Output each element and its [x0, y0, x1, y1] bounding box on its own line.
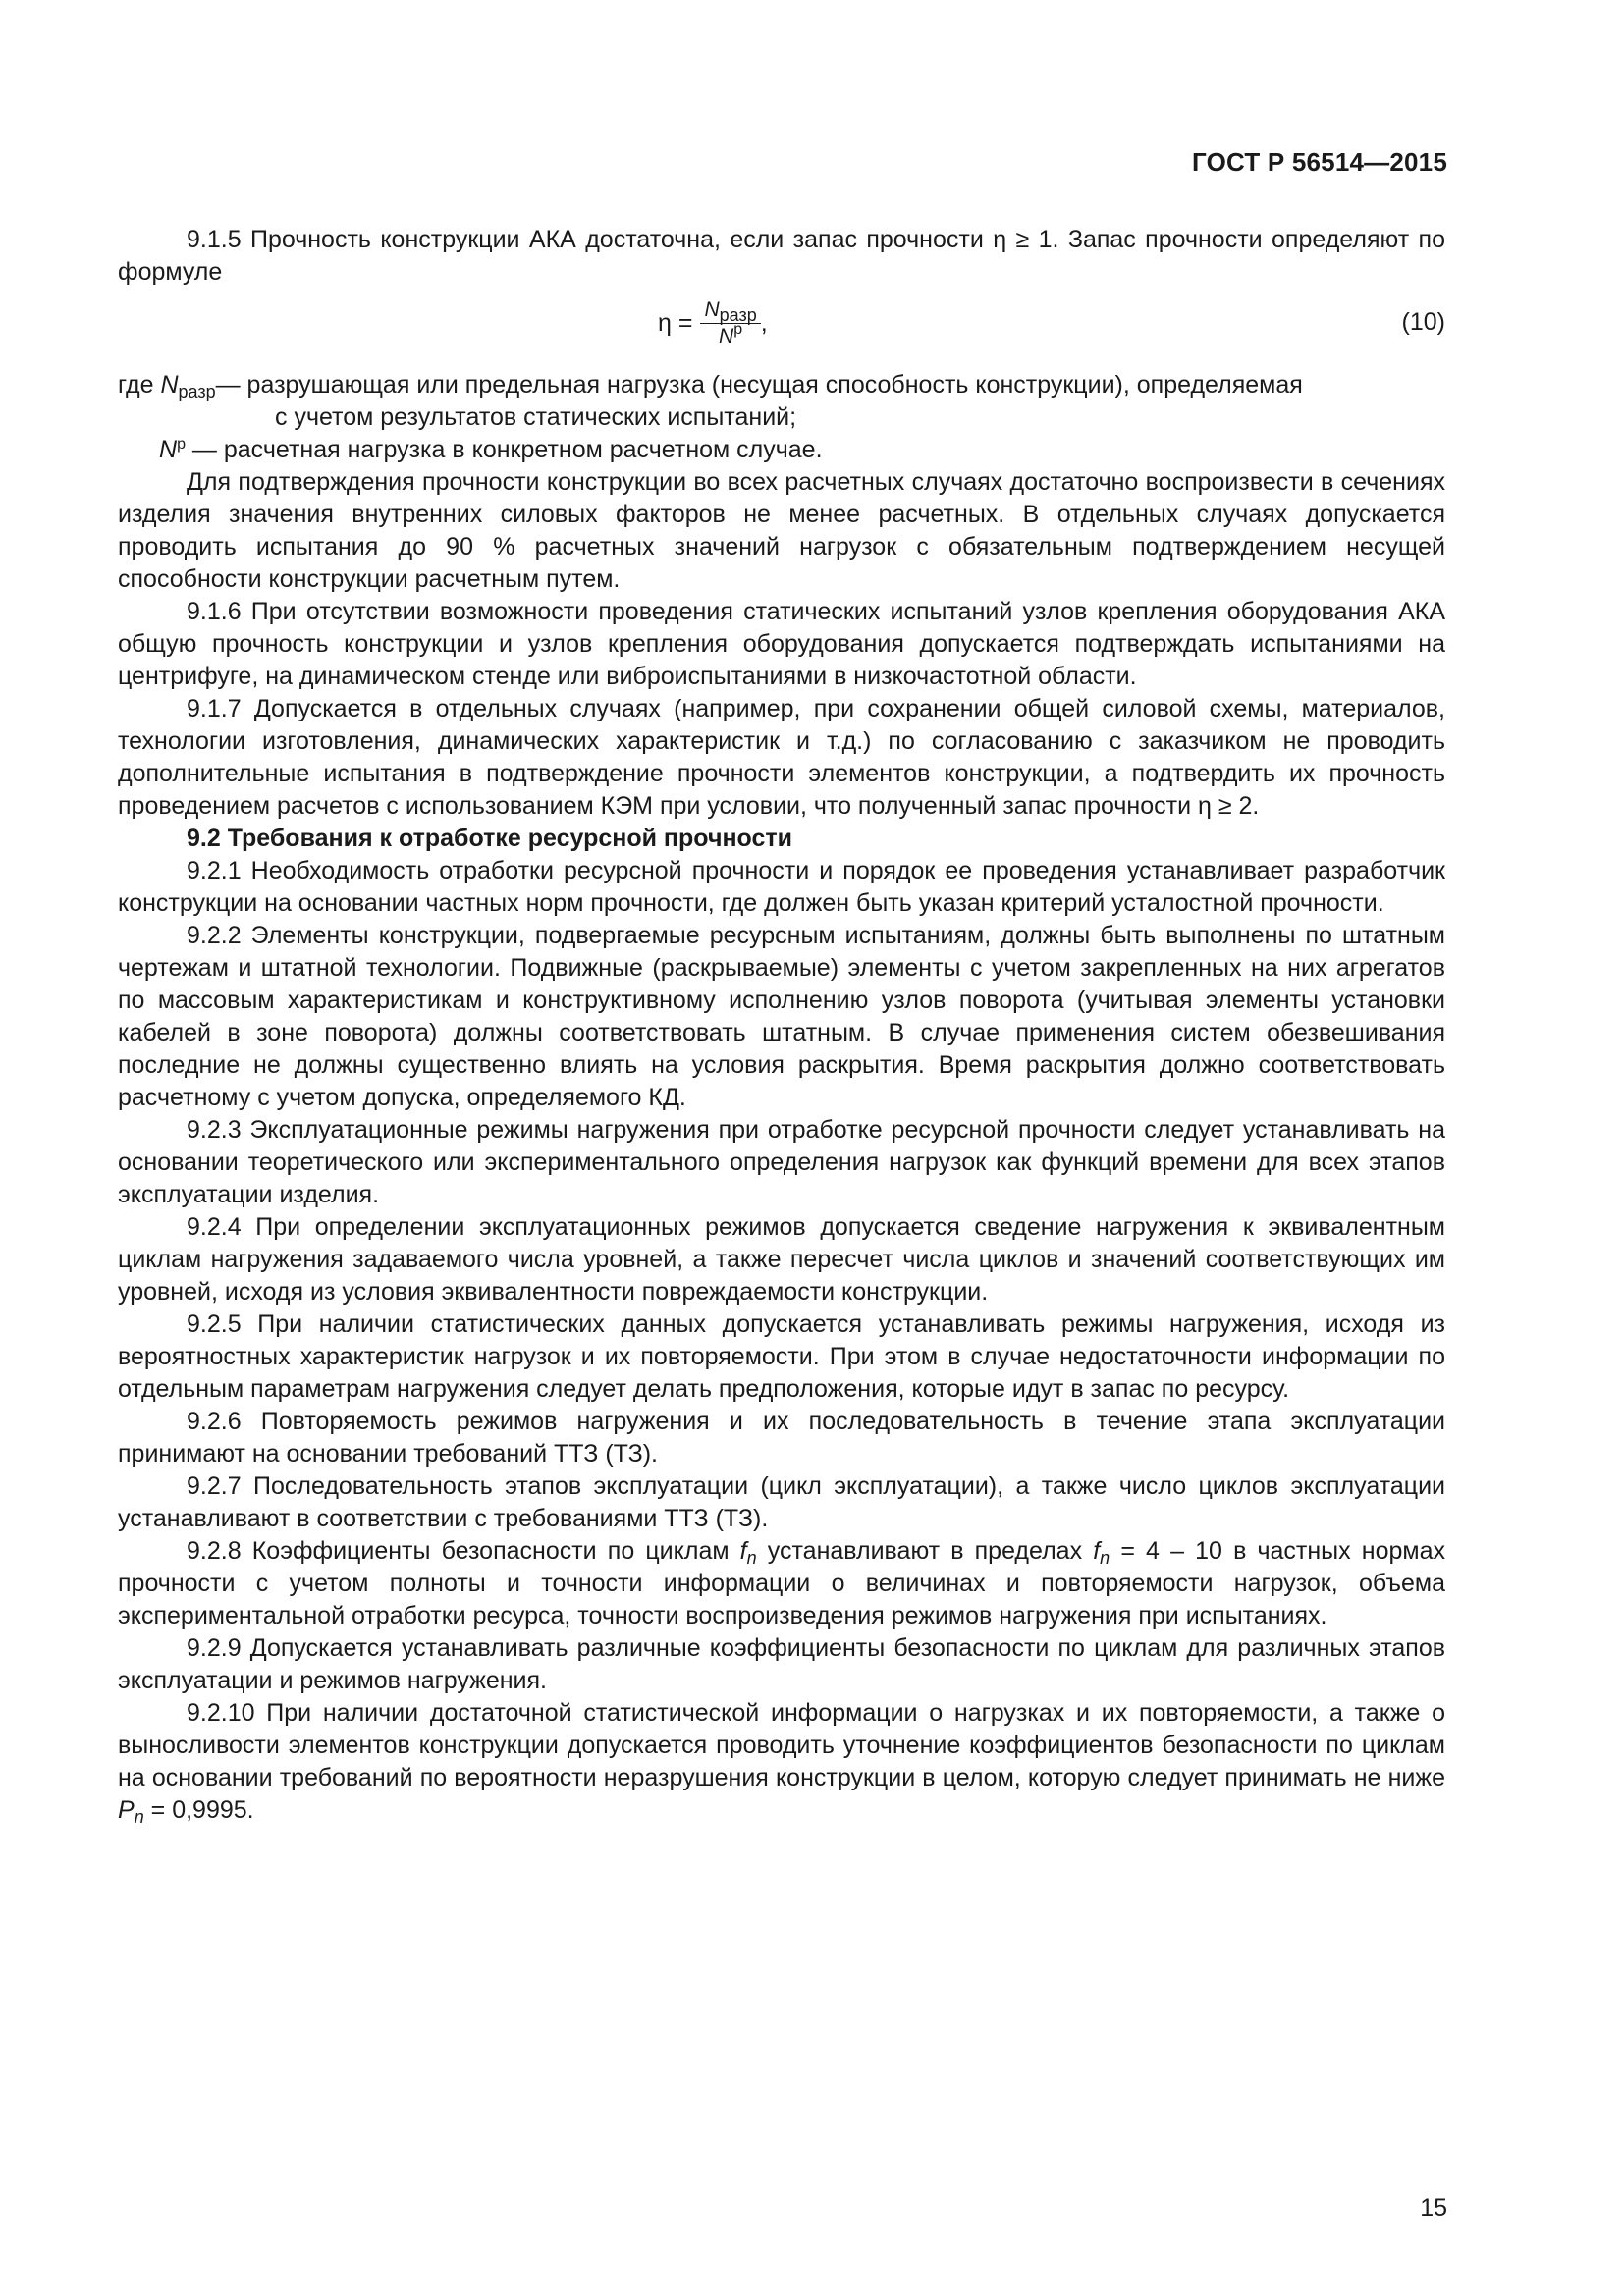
where-term-1: где $N_{разр}$: [118, 371, 216, 401]
formula-expression: [658, 298, 768, 348]
paragraph-9-2-3: 9.2.3 Эксплуатационные режимы нагружения при отработке ресурсной прочности следует устанавливать на основании теоретического или экспериментального определения нагрузок как функций времени для всех этапов эксплуатации изделия.: [118, 1116, 1445, 1208]
paragraph-9-2-9: 9.2.9 Допускается устанавливать различные коэффициенты безопасности по циклам для различных этапов эксплуатации и режимов нагружения.: [118, 1634, 1445, 1694]
formula-lhs: η =: [658, 309, 693, 337]
paragraph-9-1-5: 9.1.5 Прочность конструкции АКА достаточна, если запас прочности η ≥ 1. Запас прочности определяют по формуле: [118, 226, 1445, 286]
formula-fraction: [700, 298, 760, 348]
formula-trailing-comma: ,: [760, 309, 768, 337]
where-desc-1: — разрушающая или предельная нагрузка (несущая способность конструкции), определяемая: [215, 371, 1303, 399]
paragraph-9-2-6: 9.2.6 Повторяемость режимов нагружения и их последовательность в течение этапа эксплуатации принимают на основании требований ТТЗ (ТЗ).: [118, 1408, 1445, 1468]
paragraph-confirmation: Для подтверждения прочности конструкции во всех расчетных случаях достаточно воспроизвести в сечениях изделия значения внутренних силовых факторов не менее расчетных. В отдельных случаях допускается проводить испытания до 90 % расчетных значений нагрузок с обязательным подтверждением несущей способности конструкции расчетным путем.: [118, 468, 1445, 593]
document-body: [118, 224, 1445, 1827]
formula-number: (10): [1401, 308, 1445, 336]
document-header: ГОСТ Р 56514—2015: [1192, 147, 1447, 177]
where-clause-1: [118, 369, 1445, 401]
paragraph-9-2-7: 9.2.7 Последовательность этапов эксплуатации (цикл эксплуатации), а также число циклов эксплуатации устанавливают в соответствии с требованиями ТТЗ (ТЗ).: [118, 1472, 1445, 1532]
paragraph-9-1-7: 9.1.7 Допускается в отдельных случаях (например, при сохранении общей силовой схемы, материалов, технологии изготовления, динамических характеристик и т.д.) по согласованию с заказчиком не проводить дополнительные испытания в подтверждение прочности элементов конструкции, а подтвердить их прочность проведением расчетов с использованием КЭМ при условии, что полученный запас прочности η ≥ 2.: [118, 695, 1445, 820]
page-number: 15: [1420, 2194, 1447, 2221]
paragraph-9-2-5: 9.2.5 При наличии статистических данных допускается устанавливать режимы нагружения, исходя из вероятностных характеристик нагрузок и их повторяемости. При этом в случае недостаточности информации по отдельным параметрам нагружения следует делать предположения, которые идут в запас по ресурсу.: [118, 1310, 1445, 1403]
formula-10: [118, 291, 1445, 359]
section-title-9-2: 9.2 Требования к отработке ресурсной прочности: [187, 825, 793, 852]
paragraph-9-2-1: 9.2.1 Необходимость отработки ресурсной прочности и порядок ее проведения устанавливает разработчик конструкции на основании частных норм прочности, где должен быть указан критерий усталостной прочности.: [118, 857, 1445, 917]
paragraph-9-2-8: 9.2.8 Коэффициенты безопасности по циклам $f_n$ устанавливают в пределах $f_n = 4 - 10$ в частных нормах прочности с учетом полноты и точности информации о величинах и повторяемости нагрузок, объема экспериментальной отработки ресурса, точности воспроизведения режимов нагружения при испытаниях.: [118, 1537, 1445, 1629]
where-desc-1-continued: с учетом результатов статических испытаний;: [275, 403, 797, 431]
paragraph-9-2-10: 9.2.10 При наличии достаточной статистической информации о нагрузках и их повторяемости, а также о выносливости элементов конструкции допускается проводить уточнение коэффициентов безопасности по циклам на основании требований по вероятности неразрушения конструкции в целом, которую следует принимать не ниже $P_n = 0,9995$.: [118, 1699, 1445, 1827]
paragraph-9-2-4: 9.2.4 При определении эксплуатационных режимов допускается сведение нагружения к эквивалентным циклам нагружения задаваемого числа уровней, а также пересчет числа циклов и значений соответствующих им уровней, исходя из условия эквивалентности повреждаемости конструкции.: [118, 1213, 1445, 1306]
formula-numerator: $N_{разр}$: [700, 298, 760, 324]
paragraph-9-2-2: 9.2.2 Элементы конструкции, подвергаемые ресурсным испытаниям, должны быть выполнены по штатным чертежам и штатной технологии. Подвижные (раскрываемые) элементы с учетом закрепленных на них агрегатов по массовым характеристикам и конструктивному исполнению узлов поворота (учитывая элементы установки кабелей в зоне поворота) должны соответствовать штатным. В случае применения систем обезвешивания последние не должны существенно влиять на условия раскрытия. Время раскрытия должно соответствовать расчетному с учетом допуска, определяемого КД.: [118, 922, 1445, 1111]
formula-denominator: $N^р$: [719, 321, 743, 347]
where-clause-2: $N^р$ — расчетная нагрузка в конкретном расчетном случае.: [159, 436, 823, 463]
paragraph-9-1-6: 9.1.6 При отсутствии возможности проведения статических испытаний узлов крепления оборудования АКА общую прочность конструкции и узлов крепления оборудования допускается подтверждать испытаниями на центрифуге, на динамическом стенде или виброиспытаниями в низкочастотной области.: [118, 598, 1445, 690]
